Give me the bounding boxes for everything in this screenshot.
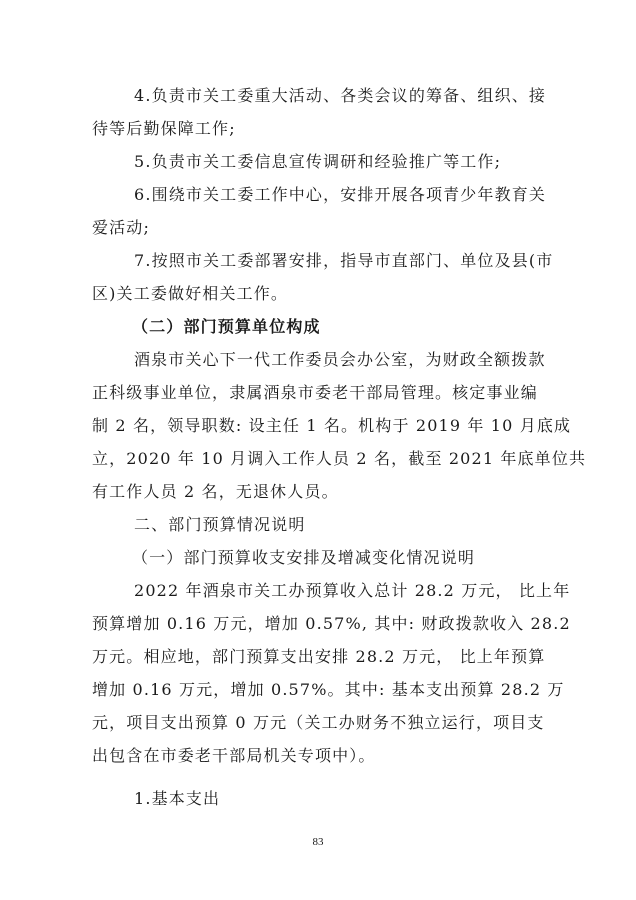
- body-text-line: 4.负责市关工委重大活动、各类会议的筹备、组织、接: [134, 86, 547, 105]
- body-text-line: 6.围绕市关工委工作中心，安排开展各项青少年教育关: [134, 185, 547, 204]
- page-number: 83: [312, 836, 324, 848]
- section-heading: （二）部门预算单位构成: [132, 317, 321, 336]
- chapter-heading: 二、部门预算情况说明: [134, 515, 306, 534]
- body-text-line: 区)关工委做好相关工作。: [92, 284, 289, 303]
- body-text-line: 正科级事业单位，隶属酒泉市委老干部局管理。核定事业编: [92, 383, 538, 402]
- body-text-line: 制 2 名，领导职数: 设主任 1 名。机构于 2019 年 10 月底成: [92, 416, 572, 435]
- body-text-line: 5.负责市关工委信息宣传调研和经验推广等工作;: [134, 152, 502, 171]
- body-text-line: 有工作人员 2 名，无退休人员。: [92, 482, 339, 501]
- body-text-line: 出包含在市委老干部局机关专项中）。: [92, 746, 376, 765]
- subsection-heading: 1.基本支出: [134, 789, 221, 808]
- body-text-line: 万元。相应地，部门预算支出安排 28.2 万元， 比上年预算: [92, 647, 546, 666]
- body-text-line: 元，项目支出预算 0 万元（关工办财务不独立运行，项目支: [92, 713, 545, 732]
- body-text-line: 立，2020 年 10 月调入工作人员 2 名，截至 2021 年底单位共: [92, 449, 587, 468]
- body-text-line: 待等后勤保障工作;: [92, 119, 236, 138]
- section-heading: （一）部门预算收支安排及增减变化情况说明: [132, 548, 476, 567]
- body-text-line: 爱活动;: [92, 218, 150, 237]
- body-text-line: 酒泉市关心下一代工作委员会办公室，为财政全额拨款: [134, 350, 546, 369]
- body-text-line: 2022 年酒泉市关工办预算收入总计 28.2 万元， 比上年: [134, 581, 571, 600]
- body-text-line: 增加 0.16 万元，增加 0.57%。其中: 基本支出预算 28.2 万: [92, 680, 565, 699]
- body-text-line: 7.按照市关工委部署安排，指导市直部门、单位及县(市: [134, 251, 554, 270]
- body-text-line: 预算增加 0.16 万元，增加 0.57%, 其中: 财政拨款收入 28.2: [92, 614, 571, 633]
